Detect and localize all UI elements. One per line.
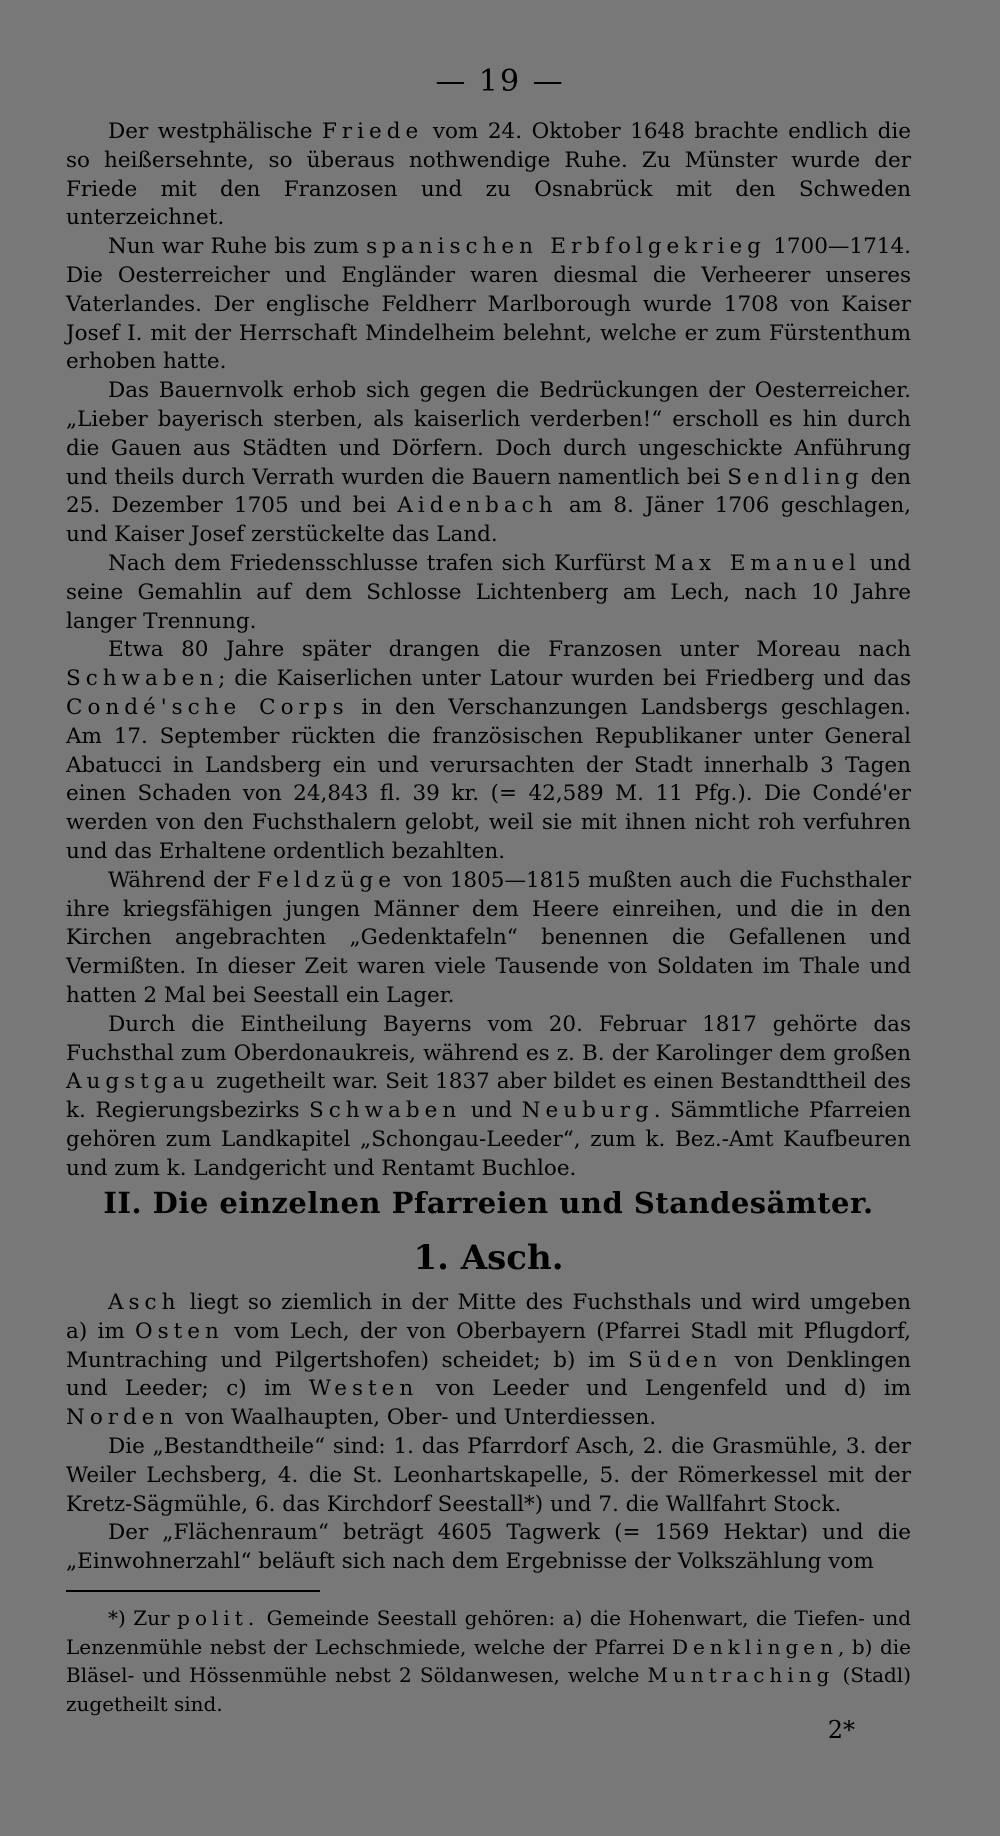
text-run: , b) die Bläsel- und Hössenmühle nebst 2 Söldanwesen, welche — [66, 1634, 911, 1687]
subsection-title: 1. Asch. — [413, 1238, 564, 1278]
text-run: vom Lech, der von Oberbayern (Pfarrei Stadl mit Pflugdorf, Muntraching und Pilgertshofen) scheidet; b) im — [66, 1318, 912, 1373]
text-run: in den Verschanzungen Landsbergs geschlagen. Am 17. September rückten die französischen Republikaner unter General Abatucci in Landsberg ein und verursachten der Stadt innerhalb 3 Tagen einen Schaden von 24,843 fl. 39 kr. (= 42,589 M. 11 Pfg.). Die Condé'er werden von den Fuchsthalern gelobt, weil sie mit ihnen nicht roh verfuhren und das Erhaltene ordentlich bezahlten. — [66, 694, 911, 864]
paragraph — [66, 1519, 911, 1577]
spaced-text: Osten — [135, 1318, 224, 1344]
signature-mark: 2* — [827, 1716, 855, 1744]
spaced-text: Feldzüge — [257, 867, 396, 893]
text-run: Der westphälische — [108, 119, 322, 144]
paragraph — [66, 867, 911, 1011]
text-run: Die „Bestandtheile“ sind: 1. das Pfarrdorf Asch, 2. die Grasmühle, 3. der Weiler Lechsberg, 4. die St. Leonhartskapelle, 5. der Römerkessel mit der Kretz-Sägmühle, 6. das Kirchdorf Seestall*) und 7. die Wallfahrt Stock. — [66, 1433, 911, 1517]
main-text — [66, 118, 911, 1183]
paragraph — [66, 1011, 911, 1184]
text-run: *) Zur — [108, 1606, 178, 1630]
spaced-text: Max Emanuel — [654, 550, 861, 576]
text-run: 1700—1714. Die Oesterreicher und Engländer waren diesmal die Verheerer unseres Vaterlandes. Der englische Feldherr Marlborough wurde 1708 von Kaiser Josef I. mit der Herrschaft Mindelheim belehnt, welche er zum Fürstenthum erhoben hatte. — [66, 234, 911, 375]
text-run: Nach dem Friedensschlusse trafen sich Kurfürst — [108, 550, 655, 576]
text-run: zugetheilt war. Seit 1837 aber bildet es einen Bestandttheil des k. Regierungsbezirks — [66, 1069, 911, 1124]
spaced-text: Norden — [66, 1405, 179, 1431]
text-run: Nun war Ruhe bis zum — [108, 234, 367, 260]
text-run: von 1805—1815 mußten auch die Fuchsthaler ihre kriegsfähigen jungen Männer dem Heere einreihen, und die in den Kirchen angebrachten „Gedenktafeln“ benennen die Gefallenen und Vermißten. In dieser Zeit waren viele Tausende von Soldaten im Thale und hatten 2 Mal bei Seestall ein Lager. — [66, 867, 911, 1008]
paragraph — [66, 1289, 911, 1433]
text-run: ; die Kaiserlichen unter Latour wurden bei Friedberg und das — [218, 666, 911, 692]
text-run: Das Bauernvolk erhob sich gegen die Bedrückungen der Oesterreicher. „Lieber bayerisch sterben, als kaiserlich verderben!“ erscholl es hin durch die Gauen aus Städten und Dörfern. Doch durch ungeschickte Anführung und theils durch Verrath wurden die Bauern namentlich bei — [66, 378, 911, 490]
text-run: Durch die Eintheilung Bayerns vom 20. Februar 1817 gehörte das Fuchsthal zum Oberdonaukreis, während es z. B. der Karolinger dem großen — [66, 1011, 911, 1066]
section-text — [66, 1289, 911, 1577]
text-run: und — [461, 1098, 522, 1124]
text-run: (Stadl) zugetheilt sind. — [66, 1663, 911, 1716]
text-run: Etwa 80 Jahre später drangen die Franzosen unter Moreau nach — [108, 637, 911, 663]
paragraph — [66, 550, 911, 636]
text-run: . Sämmtliche Pfarreien gehören zum Landkapitel „Schongau-Leeder“, zum k. Bez.-Amt Kaufbeuren und zum k. Landgericht und Rentamt Buchloe. — [66, 1098, 911, 1181]
spaced-text: spanischen Erbfolgekrieg — [366, 234, 766, 260]
text-run: Während der — [108, 867, 258, 893]
text-run: am 8. Jäner 1706 geschlagen, und Kaiser Josef zerstückelte das Land. — [66, 493, 911, 548]
paragraph — [66, 1433, 911, 1519]
page-number: — 19 — — [435, 64, 565, 99]
spaced-text: Neuburg — [521, 1098, 654, 1124]
footnote-text — [66, 1604, 911, 1718]
spaced-text: Schwaben — [66, 666, 219, 692]
text-run: den 25. Dezember 1705 und bei — [66, 464, 911, 519]
text-run: Der „Flächenraum“ beträgt 4605 Tagwerk (= 1569 Hektar) und die „Einwohnerzahl“ beläuft sich nach dem Ergebnisse der Volkszählung vom — [66, 1520, 911, 1575]
text-run: von Leeder und Lengenfeld und d) im — [418, 1376, 911, 1402]
spaced-text: Asch — [108, 1290, 181, 1315]
spaced-text: polit. — [177, 1606, 260, 1630]
section-title: II. Die einzelnen Pfarreien und Standesämter. — [103, 1186, 874, 1220]
text-run: vom 24. Oktober 1648 brachte endlich die so heißersehnte, so überaus nothwendige Ruhe. Zu Münster wurde der Friede mit den Franzosen und zu Osnabrück mit den Schweden unterzeichnet. — [66, 119, 911, 231]
text-run: Gemeinde Seestall gehören: a) die Hohenwart, die Tiefen- und Lenzenmühle nebst der Lechschmiede, welche der Pfarrei — [66, 1606, 912, 1659]
text-run: und seine Gemahlin auf dem Schlosse Lichtenberg am Lech, nach 10 Jahre langer Trennung. — [66, 550, 911, 634]
paragraph — [66, 118, 911, 233]
spaced-text: Westen — [308, 1376, 419, 1402]
text-run: von Denklingen und Leeder; c) im — [66, 1347, 911, 1402]
spaced-text: Denklingen — [671, 1634, 839, 1659]
spaced-text: Sendling — [727, 464, 864, 490]
spaced-text: Aidenbach — [397, 493, 558, 519]
spaced-text: Süden — [628, 1347, 722, 1373]
text-run: liegt so ziemlich in der Mitte des Fuchsthals und wird umgeben a) im — [66, 1290, 911, 1344]
paragraph — [66, 377, 911, 550]
footnote — [66, 1604, 911, 1718]
spaced-text: Schwaben — [309, 1098, 462, 1124]
spaced-text: Muntraching — [647, 1663, 835, 1687]
spaced-text: Friede — [321, 119, 424, 144]
footnote-rule — [66, 1590, 320, 1592]
text-run: von Waalhaupten, Ober- und Unterdiessen. — [178, 1405, 657, 1431]
spaced-text: Augstgau — [66, 1069, 210, 1095]
paragraph — [66, 636, 911, 866]
paragraph — [66, 233, 911, 377]
spaced-text: Condé'sche Corps — [66, 694, 349, 720]
